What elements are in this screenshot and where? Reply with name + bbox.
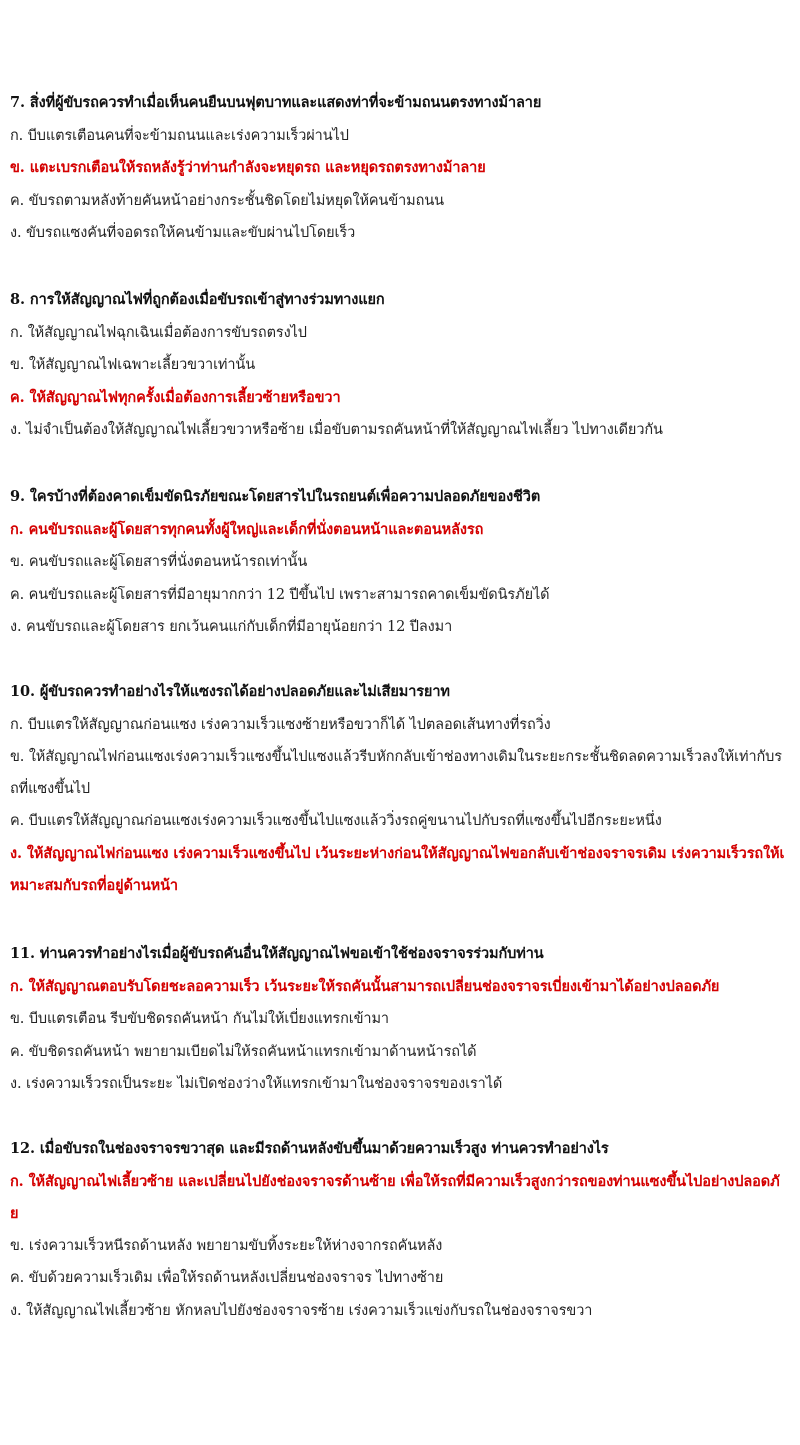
question-title: 11. ท่านควรทำอย่างไรเมื่อผู้ขับรถคันอื่นให้สัญญาณไฟขอเข้าใช้ช่องจราจรร่วมกับท่าน: [10, 945, 544, 962]
question-title: 10. ผู้ขับรถควรทำอย่างไรให้แซงรถได้อย่างปลอดภัยและไม่เสียมารยาท: [10, 683, 450, 700]
question-title: 8. การให้สัญญาณไฟที่ถูกต้องเมื่อขับรถเข้าสู่ทางร่วมทางแยก: [10, 291, 385, 308]
question-title: 12. เมื่อขับรถในช่องจราจรขวาสุด และมีรถด้านหลังขับขึ้นมาด้วยความเร็วสูง ท่านควรทำอย่างไร: [10, 1140, 609, 1157]
choice-option: ก. บีบแตรเตือนคนที่จะข้ามถนนและเร่งความเร็วผ่านไป: [10, 127, 349, 144]
correct-answer: ข. แตะเบรกเตือนให้รถหลังรู้ว่าท่านกำลังจะหยุดรถ และหยุดรถตรงทางม้าลาย: [10, 159, 486, 176]
question-10: [10, 676, 785, 902]
choice-option: ค. คนขับรถและผู้โดยสารที่มีอายุมากกว่า 12 ปีขึ้นไป เพราะสามารถคาดเข็มขัดนิรภัยได้: [10, 586, 550, 603]
choice-option: ง. เร่งความเร็วรถเป็นระยะ ไม่เปิดช่องว่างให้แทรกเข้ามาในช่องจราจรของเราได้: [10, 1076, 503, 1092]
choice-option: ง. คนขับรถและผู้โดยสาร ยกเว้นคนแก่กับเด็กที่มีอายุน้อยกว่า 12 ปีลงมา: [10, 619, 453, 635]
choice-option: ง. ไม่จำเป็นต้องให้สัญญาณไฟเลี้ยวขวาหรือซ้าย เมื่อขับตามรถคันหน้าที่ให้สัญญาณไฟเลี้ยว ไปทางเดียวกัน: [10, 422, 663, 438]
choice-option: ข. บีบแตรเตือน รีบขับชิดรถคันหน้า กันไม่ให้เบี่ยงแทรกเข้ามา: [10, 1011, 389, 1027]
choice-option: ข. ให้สัญญาณไฟก่อนแซงเร่งความเร็วแซงขึ้นไปแซงแล้วรีบหักกลับเข้าช่องทางเดิมในระยะกระชั้นชิดลดความเร็วลงให้เท่ากับรถที่แซงขึ้นไป: [10, 749, 782, 797]
correct-answer: ก. ให้สัญญาณตอบรับโดยชะลอความเร็ว เว้นระยะให้รถคันนั้นสามารถเปลี่ยนช่องจราจรเบี่ยงเข้ามาได้อย่างปลอดภัย: [10, 977, 720, 995]
choice-option: ข. ให้สัญญาณไฟเฉพาะเลี้ยวขวาเท่านั้น: [10, 357, 256, 373]
choice-option: ง. ขับรถแซงคันที่จอดรถให้คนข้ามและขับผ่านไปโดยเร็ว: [10, 225, 356, 241]
choice-option: ก. ให้สัญญาณไฟฉุกเฉินเมื่อต้องการขับรถตรงไป: [10, 324, 307, 341]
choice-option: ก. บีบแตรให้สัญญาณก่อนแซง เร่งความเร็วแซงซ้ายหรือขวาก็ได้ ไปตลอดเส้นทางที่รถวิ่ง: [10, 716, 551, 733]
choice-option: ข. คนขับรถและผู้โดยสารที่นั่งตอนหน้ารถเท่านั้น: [10, 554, 308, 570]
correct-answer: ง. ให้สัญญาณไฟก่อนแซง เร่งความเร็วแซงขึ้นไป เว้นระยะห่างก่อนให้สัญญาณไฟขอกลับเข้าช่องจราจรเดิม เร่งความเร็วรถให้เหมาะสมกับรถที่อยู่ด้านหน้า: [10, 844, 785, 894]
choice-option: ง. ให้สัญญาณไฟเลี้ยวซ้าย หักหลบไปยังช่องจราจรซ้าย เร่งความเร็วแข่งกับรถในช่องจราจรขวา: [10, 1302, 593, 1319]
question-title: 7. สิ่งที่ผู้ขับรถควรทำเมื่อเห็นคนยืนบนฟุตบาทและแสดงท่าที่จะข้ามถนนตรงทางม้าลาย: [10, 94, 542, 111]
correct-answer: ก. คนขับรถและผู้โดยสารทุกคนทั้งผู้ใหญ่และเด็กที่นั่งตอนหน้าและตอนหลังรถ: [10, 520, 484, 538]
correct-answer: ค. ให้สัญญาณไฟทุกครั้งเมื่อต้องการเลี้ยวซ้ายหรือขวา: [10, 388, 341, 406]
question-11: [10, 938, 785, 1101]
question-9: [10, 481, 785, 644]
question-title: 9. ใครบ้างที่ต้องคาดเข็มขัดนิรภัยขณะโดยสารไปในรถยนต์เพื่อความปลอดภัยของชีวิต: [10, 488, 541, 505]
question-12: [10, 1133, 785, 1327]
correct-answer: ก. ให้สัญญาณไฟเลี้ยวซ้าย และเปลี่ยนไปยังช่องจราจรด้านซ้าย เพื่อให้รถที่มีความเร็วสูงกว่ารถของท่านแซงขึ้นไปอย่างปลอดภัย: [10, 1172, 780, 1222]
choice-option: ค. บีบแตรให้สัญญาณก่อนแซงเร่งความเร็วแซงขึ้นไปแซงแล้ววิ่งรถคู่ขนานไปกับรถที่แซงขึ้นไปอีกระยะหนึ่ง: [10, 813, 662, 829]
choice-option: ข. เร่งความเร็วหนีรถด้านหลัง พยายามขับทิ้งระยะให้ห่างจากรถคันหลัง: [10, 1237, 443, 1254]
choice-option: ค. ขับด้วยความเร็วเดิม เพื่อให้รถด้านหลังเปลี่ยนช่องจราจร ไปทางซ้าย: [10, 1270, 444, 1286]
choice-option: ค. ขับรถตามหลังท้ายคันหน้าอย่างกระชั้นชิดโดยไม่หยุดให้คนข้ามถนน: [10, 192, 444, 209]
question-8: [10, 284, 785, 447]
question-7: [10, 87, 785, 250]
choice-option: ค. ขับชิดรถคันหน้า พยายามเบียดไม่ให้รถคันหน้าแทรกเข้ามาด้านหน้ารถได้: [10, 1043, 477, 1060]
